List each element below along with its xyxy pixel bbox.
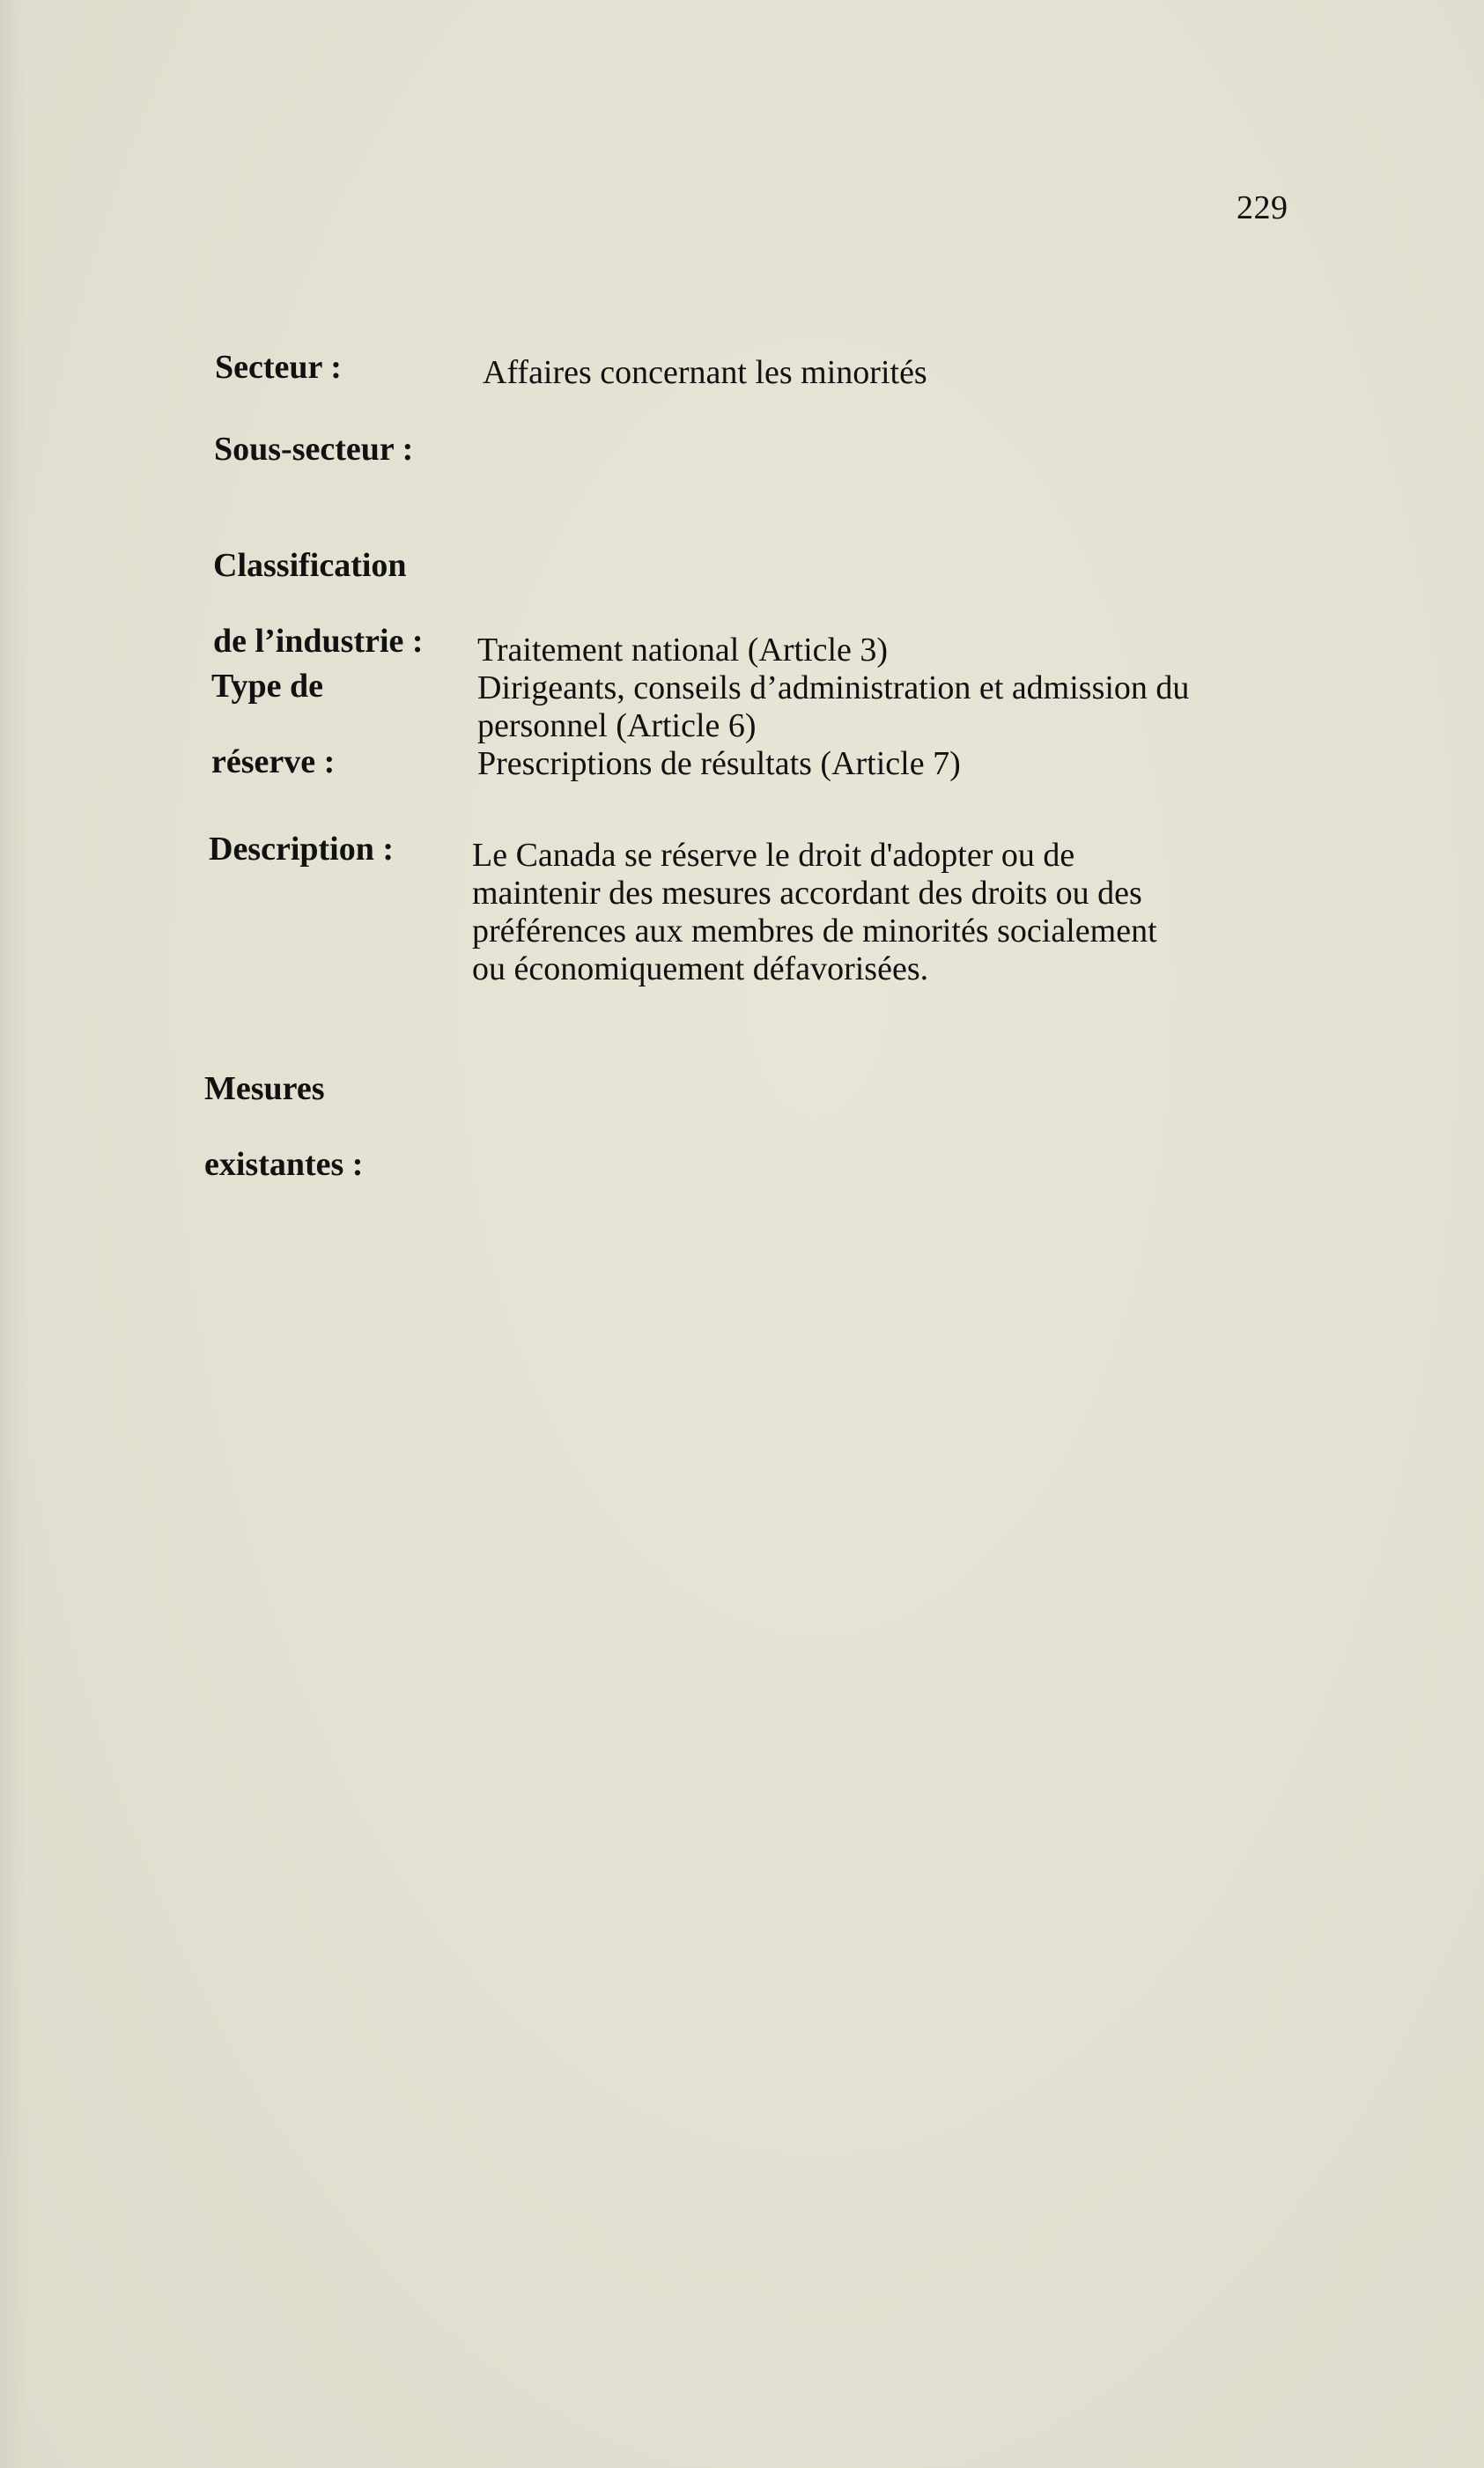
- description-value: [472, 837, 1265, 988]
- type-reserve-value: [477, 632, 1270, 783]
- mesures-label-line-2: existantes :: [204, 1146, 364, 1183]
- type-reserve-line: personnel (Article 6): [477, 707, 757, 744]
- secteur-value: Affaires concernant les minorités: [483, 354, 927, 391]
- mesures-existantes-label: [204, 1032, 469, 1222]
- sous-secteur-label: Sous-secteur :: [214, 431, 414, 468]
- type-reserve-line: Traitement national (Article 3): [477, 632, 889, 669]
- mesures-label-line-1: Mesures: [204, 1070, 325, 1107]
- type-reserve-label-line-2: réserve :: [211, 743, 336, 780]
- type-reserve-line: Dirigeants, conseils d’administration et admission du: [477, 669, 1190, 706]
- description-label: Description :: [209, 831, 395, 868]
- secteur-label: Secteur :: [215, 349, 342, 386]
- description-line: maintenir des mesures accordant des droits ou des: [472, 875, 1142, 912]
- type-reserve-label-line-1: Type de: [211, 668, 324, 705]
- description-line: Le Canada se réserve le droit d'adopter ou de: [472, 837, 1075, 874]
- page-number: 229: [1237, 189, 1288, 226]
- description-line: préférences aux membres de minorités socialement: [472, 913, 1157, 950]
- type-reserve-label: [211, 630, 476, 819]
- page-edge-shadow: [0, 0, 26, 2468]
- classification-label-line-2: de l’industrie :: [213, 623, 424, 660]
- type-reserve-line: Prescriptions de résultats (Article 7): [477, 745, 961, 782]
- classification-label-line-1: Classification: [213, 547, 407, 584]
- description-line: ou économiquement défavorisées.: [472, 950, 929, 987]
